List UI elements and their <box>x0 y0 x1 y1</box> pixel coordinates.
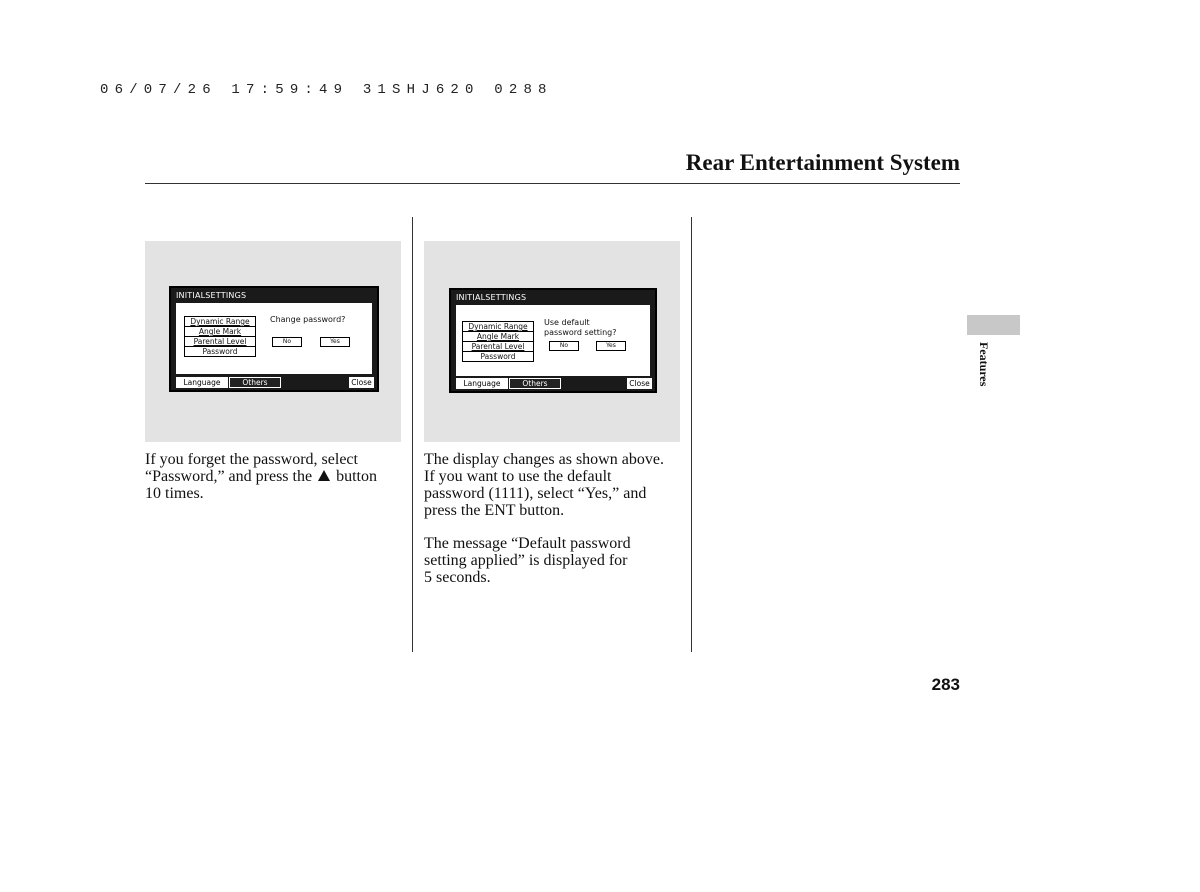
page-number: 283 <box>931 675 960 694</box>
tab-others[interactable]: Others <box>509 378 561 389</box>
yes-button[interactable]: Yes <box>320 337 350 347</box>
section-tab-marker <box>967 315 1020 335</box>
screen-title: INITIALSETTINGS <box>176 291 247 300</box>
settings-screen <box>449 288 657 393</box>
text-line: password (1111), select “Yes,” and <box>424 485 647 502</box>
text-line: If you want to use the default <box>424 468 612 485</box>
text-line: 10 times. <box>145 485 204 502</box>
settings-screen <box>169 286 379 392</box>
close-button[interactable]: Close <box>627 378 652 389</box>
column-divider-1 <box>412 217 413 652</box>
text-line: 5 seconds. <box>424 569 491 586</box>
menu-item-parental-level[interactable]: Parental Level <box>462 341 534 352</box>
prompt-text-line1: Use default <box>544 318 590 327</box>
no-button[interactable]: No <box>549 341 579 351</box>
up-triangle-icon <box>318 470 330 481</box>
column-divider-2 <box>691 217 692 652</box>
header-rule <box>145 183 960 184</box>
yes-button[interactable]: Yes <box>596 341 626 351</box>
screen-title: INITIALSETTINGS <box>456 293 527 302</box>
text-line: The message “Default password <box>424 535 631 552</box>
prompt-text-line2: password setting? <box>544 328 617 337</box>
section-tab-label: Features <box>977 342 991 387</box>
menu-item-password[interactable]: Password <box>462 351 534 362</box>
menu-item-parental-level[interactable]: Parental Level <box>184 336 256 347</box>
figure-default-password <box>424 241 680 442</box>
menu-item-dynamic-range[interactable]: Dynamic Range <box>462 321 534 332</box>
print-stamp: 06/07/26 17:59:49 31SHJ620 0288 <box>100 82 553 98</box>
menu-item-angle-mark[interactable]: Angle Mark <box>462 331 534 342</box>
tab-others[interactable]: Others <box>229 377 281 388</box>
text-line: “Password,” and press the button <box>145 468 377 485</box>
forgot-password-instructions <box>145 451 410 502</box>
menu-item-angle-mark[interactable]: Angle Mark <box>184 326 256 337</box>
settings-panel <box>176 303 372 374</box>
figure-change-password <box>145 241 401 442</box>
no-button[interactable]: No <box>272 337 302 347</box>
text-line: The display changes as shown above. <box>424 451 664 468</box>
text-line: setting applied” is displayed for <box>424 552 628 569</box>
default-password-instructions <box>424 451 689 586</box>
menu-item-password[interactable]: Password <box>184 346 256 357</box>
text-line: If you forget the password, select <box>145 451 358 468</box>
page-title: Rear Entertainment System <box>685 150 960 175</box>
tab-language[interactable]: Language <box>456 378 508 389</box>
paragraph-spacer <box>424 519 689 535</box>
settings-panel <box>456 305 650 376</box>
close-button[interactable]: Close <box>349 377 374 388</box>
prompt-text: Change password? <box>270 315 346 324</box>
tab-language[interactable]: Language <box>176 377 228 388</box>
text-line: press the ENT button. <box>424 502 565 519</box>
menu-item-dynamic-range[interactable]: Dynamic Range <box>184 316 256 327</box>
